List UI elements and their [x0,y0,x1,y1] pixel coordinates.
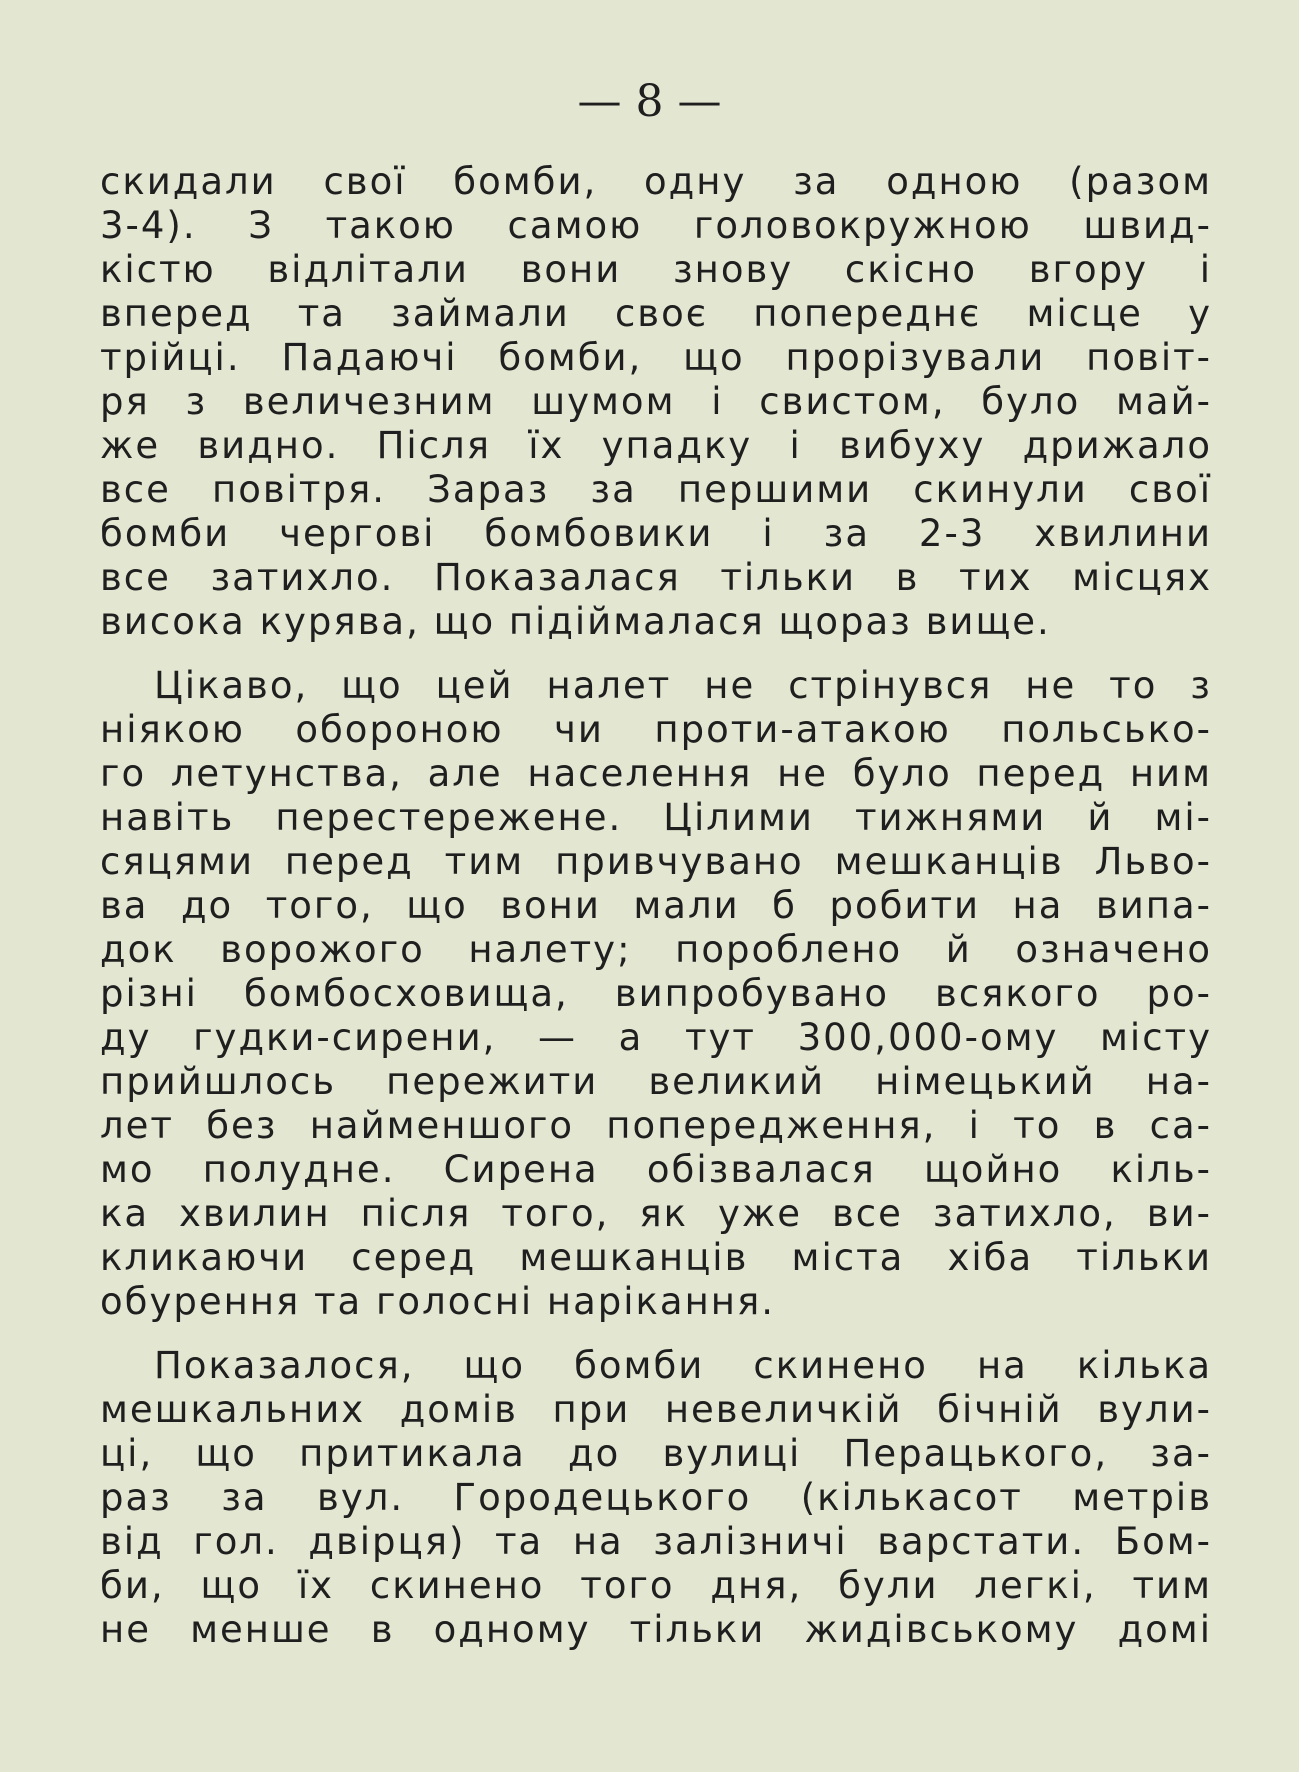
text-line: прийшлось пережити великий німецький на- [100,1060,1212,1103]
text-line: ва до того, що вони мали б робити на випа- [100,884,1212,927]
text-line: від гол. двірця) та на залізничі варстати. Бом- [100,1520,1212,1563]
text-line: трійці. Падаючі бомби, що прорізували повіт- [100,336,1212,379]
text-line: різні бомбосховища, випробувано всякого ро- [100,972,1212,1015]
text-line: навіть перестережене. Цілими тижнями й мі- [100,796,1212,839]
text-line: кістю відлітали вони знову скісно вгору і [100,248,1212,291]
paragraph-1 [100,160,1212,644]
paragraph-spacer [100,644,1212,664]
text-line: ніякою обороною чи проти-атакою польсько- [100,708,1212,751]
text-line: ду гудки-сирени, — а тут 300,000-ому місту [100,1016,1212,1059]
paragraph-2 [100,664,1212,1324]
text-line: док ворожого налету; пороблено й означено [100,928,1212,971]
text-line: все затихло. Показалася тільки в тих місцях [100,556,1212,599]
paragraph-3 [100,1344,1212,1652]
text-line: лет без найменшого попередження, і то в са- [100,1104,1212,1147]
text-line: раз за вул. Городецького (кількасот метрів [100,1476,1212,1519]
text-line: все повітря. Зараз за першими скинули свої [100,468,1212,511]
text-line: Цікаво, що цей налет не стрінувся не то з [154,664,1212,707]
text-line: же видно. Після їх упадку і вибуху дрижало [100,424,1212,467]
text-line: мешкальних домів при невеличкій бічній вули- [100,1388,1212,1431]
text-line: сяцями перед тим привчувано мешканців Льво- [100,840,1212,883]
body-text [100,160,1212,1652]
text-line: кликаючи серед мешканців міста хіба тільки [100,1236,1212,1279]
text-line: бомби чергові бомбовики і за 2-3 хвилини [100,512,1212,555]
text-line: Показалося, що бомби скинено на кілька [154,1344,1212,1387]
page-number: — 8 — [577,76,722,127]
text-line: го летунства, але населення не було перед ним [100,752,1212,795]
text-line: не менше в одному тільки жидівському домі [100,1608,1212,1651]
text-line: мо полудне. Сирена обізвалася щойно кіль- [100,1148,1212,1191]
text-line: ці, що притикала до вулиці Перацького, за- [100,1432,1212,1475]
text-line: ря з величезним шумом і свистом, було май- [100,380,1212,423]
text-line: обурення та голосні нарікання. [100,1280,775,1323]
text-line: 3-4). З такою самою головокружною швид- [100,204,1212,247]
text-line: скидали свої бомби, одну за одною (разом [100,160,1212,203]
text-line: висока курява, що підіймалася щораз вище. [100,600,1051,643]
text-line: вперед та займали своє попереднє місце у [100,292,1212,335]
text-line: би, що їх скинено того дня, були легкі, тим [100,1564,1212,1607]
paragraph-spacer [100,1324,1212,1344]
text-line: ка хвилин після того, як уже все затихло, ви- [100,1192,1212,1235]
